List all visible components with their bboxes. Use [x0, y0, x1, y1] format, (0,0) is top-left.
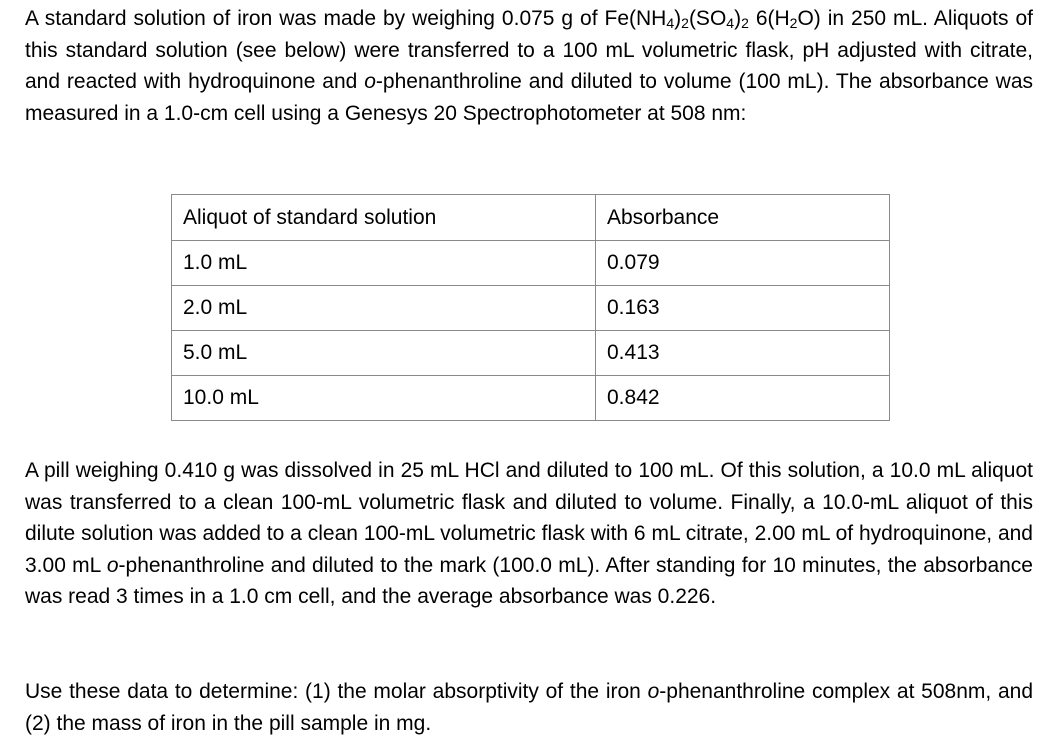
subscript: 4 [726, 15, 735, 31]
intro-text: -phenanthroline and diluted to volume (100 mL). The absorbance was measured in a 1.0-cm cell using a Genesys 20 Spectrophotometer at 508 nm: [25, 70, 1033, 125]
cell-aliquot: 10.0 mL [172, 376, 596, 421]
pill-text: A pill weighing 0.410 g was dissolved in 25 mL HCl and diluted to 100 mL. Of this solution, a 10.0 mL aliquot was transferred to a clean 100-mL volumetric flask and diluted to volume. Finally, a 10.0-mL aliquot of this dilute solution was added to a clean 100-mL volumetric flask with 6 mL citrate, 2.00 mL of hydroquinone, and 3.00 mL [25, 459, 1033, 577]
intro-text: ) [674, 7, 682, 30]
table-row [172, 331, 890, 376]
question-paragraph [25, 676, 1033, 739]
table-row [172, 241, 890, 286]
question-text: -phenanthroline complex at 508nm, and (2) the mass of iron in the pill sample in mg. [25, 680, 1034, 735]
intro-text: ) [734, 7, 742, 30]
cell-absorbance: 0.079 [596, 241, 890, 286]
intro-text: (SO [688, 7, 727, 30]
italic-o: o [364, 70, 376, 93]
cell-absorbance: 0.163 [596, 286, 890, 331]
standards-table [171, 194, 890, 421]
table-row [172, 376, 890, 421]
table-header-row [172, 195, 890, 241]
intro-text: 6(H [748, 7, 790, 30]
table-row [172, 286, 890, 331]
italic-o: o [106, 553, 119, 577]
intro-text: A standard solution of iron was made by weighing 0.075 g of Fe(NH [25, 7, 667, 30]
italic-o: o [647, 680, 660, 703]
pill-text: -phenanthroline and diluted to the mark (100.0 mL). After standing for 10 minutes, the absorbance was read 3 times in a 1.0 cm cell, and the average absorbance was 0.226. [25, 553, 1033, 608]
cell-aliquot: 5.0 mL [172, 331, 596, 376]
header-absorbance: Absorbance [596, 195, 890, 241]
header-aliquot: Aliquot of standard solution [172, 195, 596, 241]
cell-aliquot: 1.0 mL [172, 241, 596, 286]
subscript: 2 [681, 15, 689, 31]
intro-text: O) in 250 mL. Aliquots of this standard solution (see below) were transferred to a 100 mL volumetric flask, pH adjusted with citrate, and reacted with hydroquinone and [25, 7, 1033, 93]
subscript: 4 [666, 15, 675, 31]
subscript: 2 [789, 15, 798, 31]
cell-absorbance: 0.842 [596, 376, 890, 421]
intro-paragraph [25, 3, 1033, 129]
question-text: Use these data to determine: (1) the molar absorptivity of the iron [25, 680, 648, 703]
cell-aliquot: 2.0 mL [172, 286, 596, 331]
subscript: 2 [741, 15, 749, 31]
pill-paragraph [25, 455, 1033, 613]
cell-absorbance: 0.413 [596, 331, 890, 376]
